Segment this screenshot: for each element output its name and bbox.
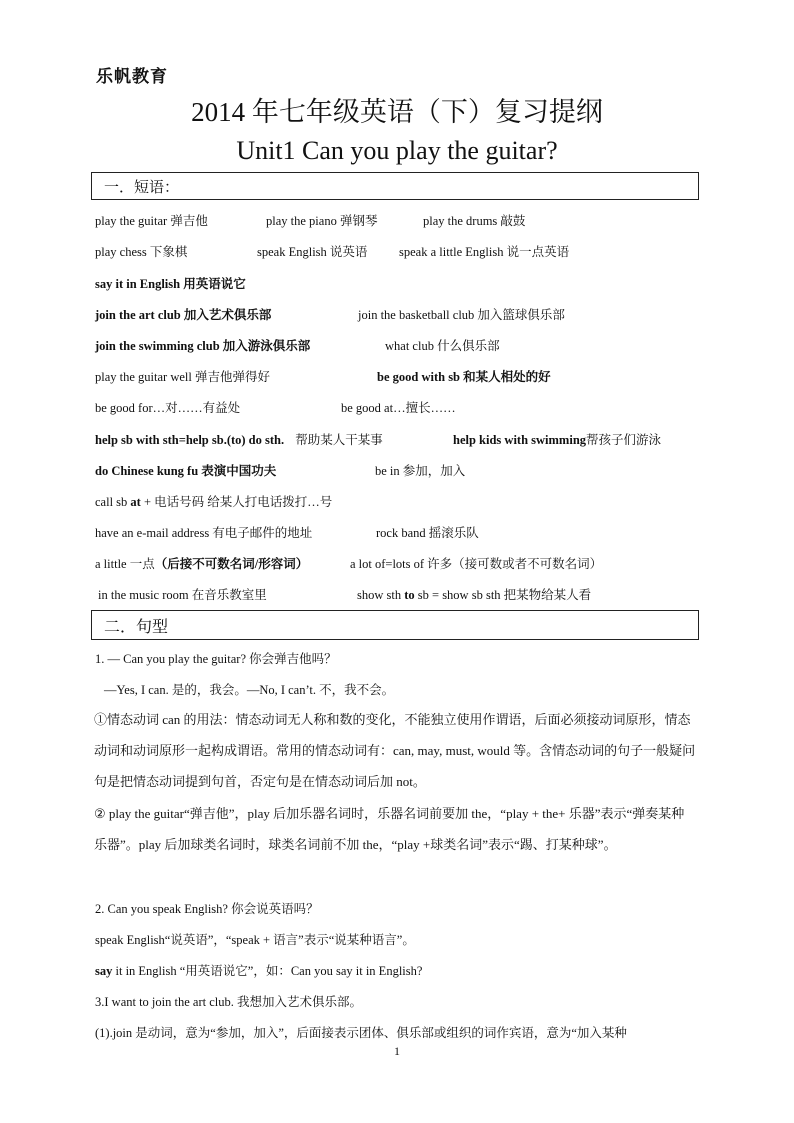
phrase-item bbox=[357, 585, 591, 603]
phrase-item: speak a little English 说一点英语 bbox=[399, 245, 570, 259]
phrase-item: have an e-mail address 有电子邮件的地址 bbox=[95, 526, 313, 540]
sentence-line: 2. Can you speak English? 你会说英语吗？ bbox=[95, 902, 319, 916]
phrase-item: be good for…对……有益处 bbox=[95, 401, 241, 415]
phrase-item: what club 什么俱乐部 bbox=[385, 339, 500, 353]
phrase-item: play the guitar 弹吉他 bbox=[95, 214, 208, 228]
phrase-item: do Chinese kung fu 表演中国功夫 bbox=[95, 464, 277, 478]
sentence-line: —Yes, I can. 是的，我会。—No, I can’t. 不，我不会。 bbox=[104, 683, 395, 697]
phrase-item: join the basketball club 加入篮球俱乐部 bbox=[358, 308, 565, 322]
sentence-line: 1. — Can you play the guitar? 你会弹吉他吗？ bbox=[95, 652, 337, 666]
unit-title: Unit1 Can you play the guitar? bbox=[236, 136, 558, 165]
phrase-text: be good with sb 和某人相处的好 bbox=[377, 370, 551, 384]
phrase-item: rock band 摇滚乐队 bbox=[376, 526, 479, 540]
sentence-text: it in English “用英语说它”，如：Can you say it in English? bbox=[112, 964, 423, 978]
phrase-note: （后接不可数名词/形容词） bbox=[154, 557, 309, 571]
phrase-text: to bbox=[404, 588, 415, 602]
phrase-meaning: 帮孩子们游泳 bbox=[586, 433, 662, 447]
phrase-item bbox=[95, 554, 308, 572]
phrase-item: be good at…擅长…… bbox=[341, 401, 456, 415]
sentence-line: (1).join 是动词，意为“参加，加入”，后面接表示团体、俱乐部或组织的词作宾语，意为“加入某种 bbox=[95, 1026, 627, 1040]
section-heading-label: 一．短语： bbox=[104, 180, 180, 196]
sentence-line: speak English“说英语”，“speak + 语言”表示“说某种语言”。 bbox=[95, 933, 415, 947]
section-heading-sentences bbox=[91, 610, 699, 640]
phrase-item: speak English 说英语 bbox=[257, 245, 368, 259]
phrase-text: a little 一点 bbox=[95, 557, 155, 571]
phrase-text: sb = show sb sth 把某物给某人看 bbox=[414, 588, 592, 602]
sentence-line bbox=[95, 961, 422, 979]
phrase-item bbox=[95, 430, 383, 448]
grammar-paragraph: ② play the guitar“弹吉他”，play 后加乐器名词时，乐器名词前要加 the，“play + the+ 乐器”表示“弹奏某种乐器”。play 后加球类名词时，球类名词前不加 the，“play +球类名词”表示“踢、打某种球”。 bbox=[94, 806, 685, 852]
phrase-text: + 电话号码 给某人打电话拨打…号 bbox=[140, 495, 333, 509]
section-heading-label: 二．句型 bbox=[104, 619, 169, 636]
phrase-meaning: 帮助某人干某事 bbox=[295, 433, 383, 447]
phrase-item: play the piano 弹钢琴 bbox=[266, 214, 378, 228]
phrase-item bbox=[377, 367, 551, 385]
phrase-item: be in 参加，加入 bbox=[375, 464, 466, 478]
phrase-text: at bbox=[130, 495, 141, 509]
phrase-item: join the swimming club 加入游泳俱乐部 bbox=[95, 339, 311, 353]
phrase-item: play the guitar well 弹吉他弹得好 bbox=[95, 370, 270, 384]
phrase-item: play chess 下象棋 bbox=[95, 245, 188, 259]
phrase-item bbox=[95, 492, 332, 510]
section-heading-phrases bbox=[91, 172, 699, 200]
page-title: 2014 年七年级英语（下）复习提纲 bbox=[191, 97, 603, 127]
phrase-item: a lot of=lots of 许多（接可数或者不可数名词） bbox=[350, 557, 603, 571]
phrase-text: help kids with swimming bbox=[453, 433, 587, 447]
phrase-item: play the drums 敲鼓 bbox=[423, 214, 526, 228]
sentence-keyword: say bbox=[95, 964, 113, 978]
phrase-item: in the music room 在音乐教室里 bbox=[98, 588, 267, 602]
grammar-paragraph: ①情态动词 can 的用法：情态动词无人称和数的变化，不能独立使用作谓语，后面必须接动词原形，情态动词和动词原形一起构成谓语。常用的情态动词有：can, may, must, would 等。含情态动词的句子一般疑问句是把情态动词提到句首，否定句是在情态动词后加 not。 bbox=[94, 712, 696, 789]
sentence-line: 3.I want to join the art club. 我想加入艺术俱乐部。 bbox=[95, 995, 362, 1009]
phrase-item bbox=[453, 430, 661, 448]
page-number: 1 bbox=[394, 1044, 400, 1058]
phrase-item: say it in English 用英语说它 bbox=[95, 277, 246, 291]
phrase-text: help sb with sth=help sb.(to) do sth. bbox=[95, 433, 285, 447]
phrase-text: show sth bbox=[357, 588, 405, 602]
phrase-text: call sb bbox=[95, 495, 131, 509]
phrase-item: join the art club 加入艺术俱乐部 bbox=[95, 308, 272, 322]
brand-logo-text: 乐帆教育 bbox=[96, 67, 168, 86]
